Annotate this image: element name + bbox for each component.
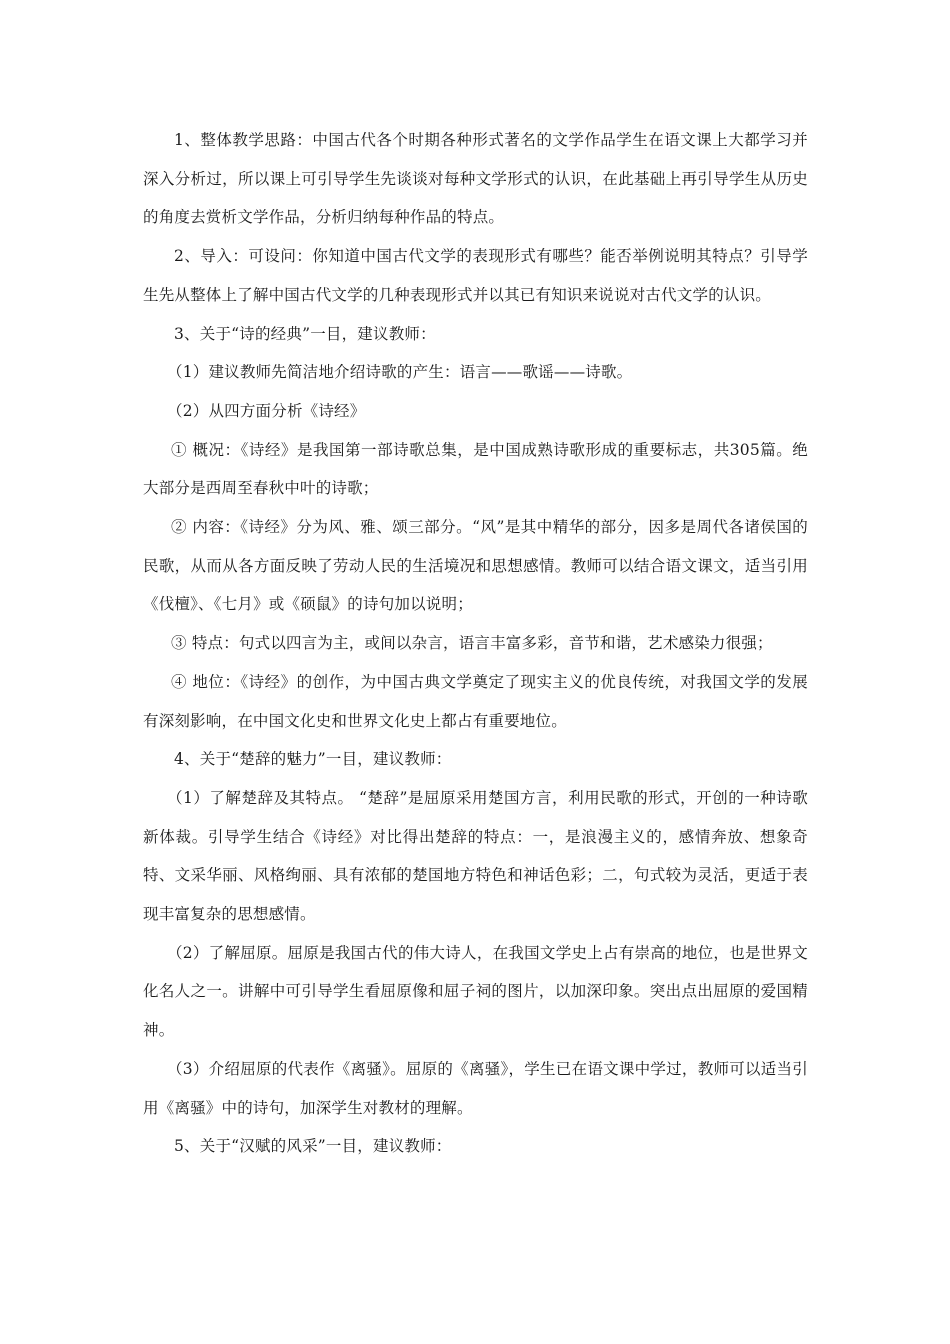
- paragraph-chuci-heading: 4、关于“楚辞的魅力”一目，建议教师：: [174, 750, 452, 769]
- paragraph-shijing-content: ② 内容：《诗经》分为风、雅、颂三部分。“风”是其中精华的部分，因多是周代各诸侯国的民歌，从而从各方面反映了劳动人民的生活境况和思想感情。教师可以结合语文课文，适当引用《伐檀》、《七月》或《硕鼠》的诗句加以说明；: [143, 518, 808, 614]
- paragraph-shijing-features: ③ 特点：句式以四言为主，或间以杂言，语言丰富多彩，音节和谐，艺术感染力很强；: [171, 634, 773, 653]
- paragraph-quyuan: （2）了解屈原。屈原是我国古代的伟大诗人，在我国文学史上占有崇高的地位，也是世界文化名人之一。讲解中可引导学生看屈原像和屈子祠的图片，以加深印象。突出点出屈原的爱国精神。: [143, 943, 808, 1040]
- paragraph-chuci-features: （1）了解楚辞及其特点。 “楚辞”是屈原采用楚国方言，利用民歌的形式，开创的一种诗歌新体裁。引导学生结合《诗经》对比得出楚辞的特点：一，是浪漫主义的，感情奔放、想象奇特、文采华丽、风格绚丽、具有浓郁的楚国地方特色和神话色彩；二，句式较为灵活，更适于表现丰富复杂的思想感情。: [143, 788, 808, 924]
- paragraph-teaching-approach: 1、整体教学思路：中国古代各个时期各种形式著名的文学作品学生在语文课上大都学习并深入分析过，所以课上可引导学生先谈谈对每种文学形式的认识，在此基础上再引导学生从历史的角度去赏析文学作品，分析归纳每种作品的特点。: [143, 131, 808, 227]
- paragraph-shijing-analysis: （2）从四方面分析《诗经》: [167, 401, 366, 420]
- document-body: [143, 121, 808, 1166]
- paragraph-introduction: 2、导入：可设问：你知道中国古代文学的表现形式有哪些？能否举例说明其特点？引导学生先从整体上了解中国古代文学的几种表现形式并以其已有知识来说说对古代文学的认识。: [143, 247, 808, 304]
- paragraph-shijing-overview: ① 概况：《诗经》是我国第一部诗歌总集，是中国成熟诗歌形成的重要标志，共305篇。绝大部分是西周至春秋中叶的诗歌；: [143, 440, 808, 498]
- paragraph-poetry-origin: （1）建议教师先简洁地介绍诗歌的产生：语言——歌谣——诗歌。: [167, 363, 633, 382]
- paragraph-hanfu-heading: 5、关于“汉赋的风采”一目，建议教师：: [174, 1137, 452, 1156]
- paragraph-shijing-status: ④ 地位：《诗经》的创作，为中国古典文学奠定了现实主义的优良传统，对我国文学的发展有深刻影响，在中国文化史和世界文化史上都占有重要地位。: [143, 672, 808, 730]
- paragraph-lisao: （3）介绍屈原的代表作《离骚》。屈原的《离骚》，学生已在语文课中学过，教师可以适当引用《离骚》中的诗句，加深学生对教材的理解。: [143, 1059, 808, 1117]
- paragraph-shijing-heading: 3、关于“诗的经典”一目，建议教师：: [174, 324, 436, 343]
